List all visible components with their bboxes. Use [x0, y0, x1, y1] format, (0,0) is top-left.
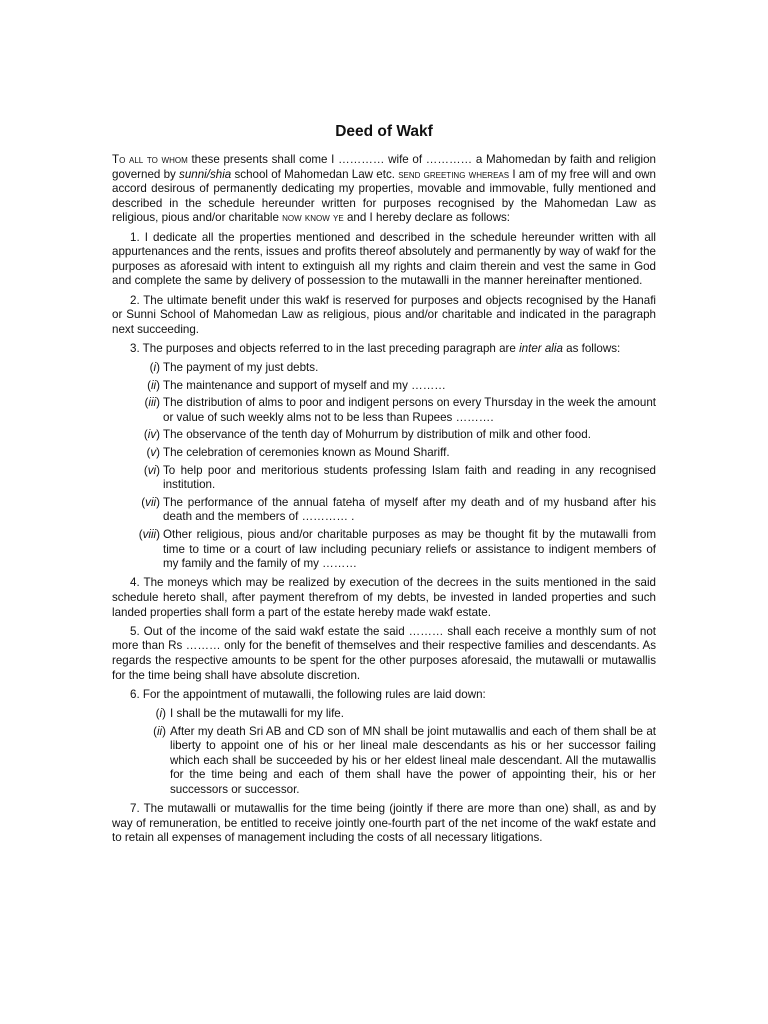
list-item: [112, 396, 656, 425]
list-item-text: The maintenance and support of myself and my ………: [163, 378, 446, 392]
list-item: [112, 725, 656, 798]
intro-lead: To all to whom: [112, 153, 188, 166]
list-item-number: (iv): [143, 428, 160, 442]
list-item-number: (vii): [141, 495, 160, 509]
list-item-number: (i): [149, 361, 160, 375]
paragraph-5: 5. Out of the income of the said wakf estate the said ……… shall each receive a monthly sum of not more than Rs ……… only for the benefit of themselves and their respective families and descendants. As regards the respective amounts to be spent for the other purposes aforesaid, the mutawalli or mutawallis for the time being shall have absolute discretion.: [112, 624, 656, 682]
list-item-number: (viii): [138, 528, 160, 542]
list-item-number: (vi): [143, 463, 160, 477]
list-item: [112, 428, 656, 443]
list-item: [112, 379, 656, 394]
school-emphasis: sunni/shia: [179, 167, 232, 181]
list-item-text: To help poor and meritorious students professing Islam faith and reading in any recognised institution.: [163, 463, 656, 492]
list-item-text: The performance of the annual fateha of myself after my death and of my husband after his death and the members of ………… .: [163, 495, 656, 524]
paragraph-4: 4. The moneys which may be realized by execution of the decrees in the suits mentioned in the said schedule hereto shall, after payment therefrom of my debts, be invested in landed properties and such landed properties shall form a part of the estate hereby made wakf estate.: [112, 576, 656, 619]
list-item-number: (iii): [144, 396, 160, 410]
paragraph-6: 6. For the appointment of mutawalli, the following rules are laid down:: [130, 687, 486, 701]
list-item: [112, 361, 656, 376]
list-item: [112, 496, 656, 525]
list-item-number: (v): [146, 446, 160, 460]
paragraph-7: 7. The mutawalli or mutawallis for the time being (jointly if there are more than one) shall, as and by way of remuneration, be entitled to receive jointly one-fourth part of the net income of the wakf estate and to retain all expenses of management including the costs of all necessary litigations.: [112, 802, 656, 845]
mutawalli-rules-list: [112, 707, 656, 798]
list-item: [112, 464, 656, 493]
purposes-list: [112, 361, 656, 572]
list-item-number: (ii): [147, 378, 160, 392]
list-item-number: (ii): [153, 724, 166, 738]
list-item-text: The payment of my just debts.: [163, 361, 319, 375]
list-item-text: The celebration of ceremonies known as Mound Shariff.: [163, 446, 450, 460]
list-item: [112, 707, 656, 722]
paragraph-2: 2. The ultimate benefit under this wakf is reserved for purposes and objects recognised by the Hanafi or Sunni School of Mahomedan Law as religious, pious and/or charitable and indicated in the paragraph next succeeding.: [112, 293, 656, 336]
paragraph-3: 3. The purposes and objects referred to in the last preceding paragraph are inter alia as follows:: [130, 341, 621, 355]
list-item: [112, 446, 656, 461]
list-item-number: (i): [155, 706, 166, 720]
paragraph-1: 1. I dedicate all the properties mentioned and described in the schedule hereunder written with all appurtenances and the rents, issues and profits thereof absolutely and permanently by way of wakf for the purposes as aforesaid with intent to extinguish all my rights and claim therein and vest the same in God and complete the same by delivery of possession to the mutawalli in the manner hereinafter mentioned.: [112, 230, 656, 288]
document-body: [112, 153, 656, 850]
document-title: Deed of Wakf: [335, 123, 433, 140]
list-item: [112, 528, 656, 572]
list-item-text: Other religious, pious and/or charitable purposes as may be thought fit by the mutawalli from time to time or a court of law including pecuniary reliefs or assistance to indigent members of my family and the family of my ………: [163, 528, 656, 571]
intro-paragraph: To all to whom these presents shall come I ………… wife of ………… a Mahomedan by faith and religion governed by sunni/shia school of Mahomedan Law etc. send greeting whereas I am of my free will and own accord desirous of permanently dedicating my properties, movable and immovable, fully mentioned and described in the schedule hereunder written for purposes recognised by the Mahomedan Law as religious, pious and/or charitable now know ye and I hereby declare as follows:: [112, 153, 657, 225]
list-item-text: The observance of the tenth day of Mohurrum by distribution of milk and other food.: [163, 428, 591, 442]
list-item-text: The distribution of alms to poor and indigent persons on every Thursday in the week the amount or value of such weekly alms not to be less than Rupees ……….: [163, 396, 656, 424]
list-item-text: After my death Sri AB and CD son of MN shall be joint mutawallis and each of them shall be at liberty to appoint one of his or her lineal male descendants as his or her successor failing which each shall be succeeded by his or her eldest lineal male descendant. All the mutawallis for the time being and each of them shall have the power of appointing their, his or her successors or successor.: [170, 724, 656, 796]
list-item-text: I shall be the mutawalli for my life.: [170, 706, 344, 720]
